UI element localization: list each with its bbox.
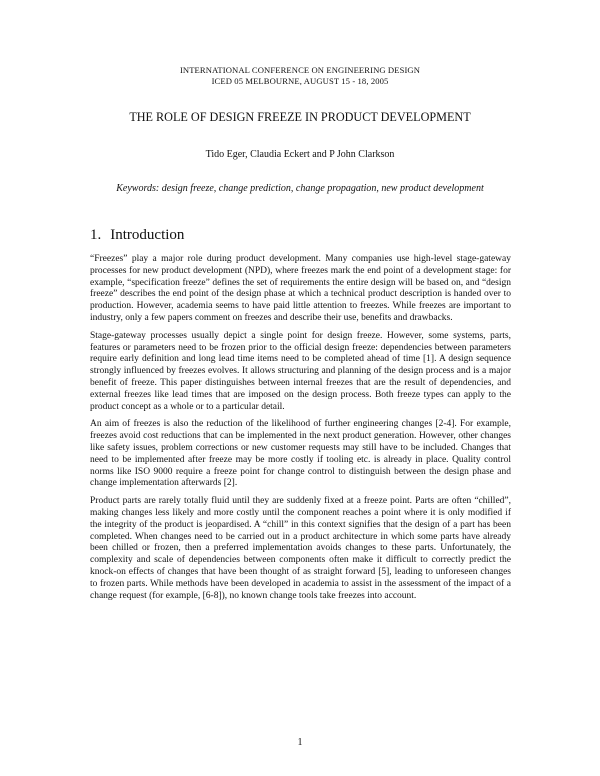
body-paragraph-4: Product parts are rarely totally fluid until they are suddenly fixed at a freeze point. Parts are often “chilled”, making changes less likely and more costly until the component reaches a point where it is only modified if the integrity of the product is jeopardised. A “chill” in this context signifies that the design of a part has been completed. When changes need to be carried out in a product architecture in which some parts have already been chilled or frozen, then a preferred implementation avoids changes to these parts. Unfortunately, the complexity and scale of dependencies between components often make it difficult to correctly predict the knock-on effects of changes that have been thought of as straight forward [5], leading to unforeseen changes to frozen parts. While methods have been developed in academia to assist in the assessment of the impact of a change request (for example, [6-8]), no known change tools take freezes into account. — [90, 496, 511, 601]
paper-keywords: Keywords: design freeze, change prediction, change propagation, new product development — [116, 183, 484, 194]
body-paragraph-2: Stage-gateway processes usually depict a single point for design freeze. However, some systems, parts, features or parameters need to be frozen prior to the official design freeze: dependencies between parameters require early definition and long lead time items need to be completed ahead of time [1]. A design sequence strongly influenced by freezes evolves. It allows structuring and planning of the design process and is a major benefit of freeze. This paper distinguishes between internal freezes that are the result of dependencies, and external freezes like lead times that are imposed on the design process. Both freeze types can apply to the product concept as a whole or to a particular detail. — [90, 330, 511, 412]
conference-header — [0, 65, 600, 86]
conference-location-date: ICED 05 MELBOURNE, AUGUST 15 - 18, 2005 — [211, 75, 389, 86]
section-heading — [90, 226, 184, 244]
body-paragraph-1: “Freezes” play a major role during product development. Many companies use high-level stage-gateway processes for new product development (NPD), where freezes mark the end point of a development stage: for example, “specification freeze” defines the set of requirements the entire design will be based on, and “design freeze” describes the end point of the design phase at which a technical product description is handed over to production. However, academia seems to have paid little attention to freezes. While freezes are important to industry, only a few papers comment on freezes and describe their use, benefits and drawbacks. — [90, 254, 511, 323]
body-paragraph-3: An aim of freezes is also the reduction of the likelihood of further engineering changes [2-4]. For example, freezes avoid cost reductions that can be implemented in the next product generation. However, other changes like safety issues, problem corrections or new customer requests may still have to be included. Changes that need to be implemented after freeze may be more costly if tooling etc. is already in place. Quality control norms like ISO 9000 require a freeze point for change control to distinguish between the design phase and change implementation afterwards [2]. — [90, 419, 511, 489]
paper-title: THE ROLE OF DESIGN FREEZE IN PRODUCT DEVELOPMENT — [129, 110, 471, 124]
page-number: 1 — [297, 737, 303, 748]
conference-name: INTERNATIONAL CONFERENCE ON ENGINEERING DESIGN — [179, 65, 421, 75]
paper-authors: Tido Eger, Claudia Eckert and P John Clarkson — [205, 149, 395, 160]
section-body — [90, 254, 511, 608]
section-number: 1. — [90, 227, 102, 243]
section-title: Introduction — [110, 227, 185, 243]
